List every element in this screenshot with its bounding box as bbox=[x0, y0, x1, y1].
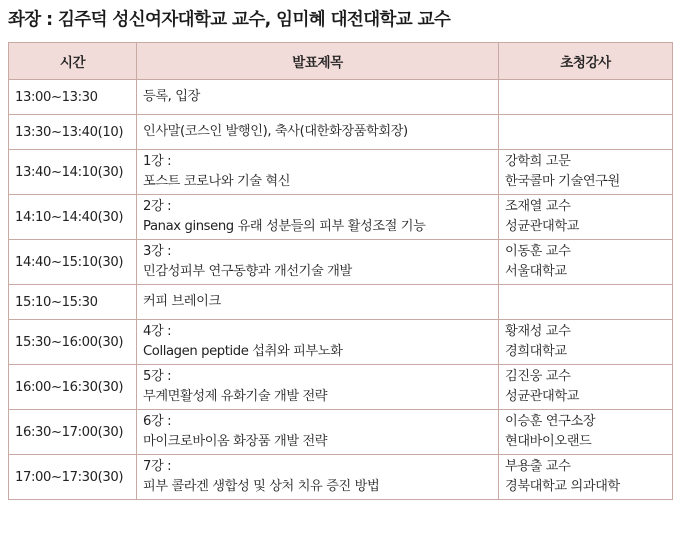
topic-line: 2강 : bbox=[143, 199, 172, 214]
topic-subline: 포스트 코로나와 기술 혁신 bbox=[143, 174, 291, 189]
topic-cell bbox=[137, 410, 499, 455]
speaker-cell bbox=[499, 410, 673, 455]
topic-line: 등록, 입장 bbox=[143, 89, 200, 104]
page-title: 좌장 : 김주덕 성신여자대학교 교수, 임미혜 대전대학교 교수 bbox=[8, 10, 451, 30]
time-cell: 15:10~15:30 bbox=[9, 285, 137, 320]
topic-line: 커피 브레이크 bbox=[143, 294, 221, 309]
speaker-cell bbox=[499, 285, 673, 320]
topic-cell bbox=[137, 285, 499, 320]
table-row bbox=[9, 285, 673, 320]
header-row bbox=[9, 43, 673, 80]
schedule-body bbox=[9, 80, 673, 500]
schedule-table bbox=[8, 42, 673, 500]
table-row bbox=[9, 410, 673, 455]
topic-line: 인사말(코스인 발행인), 축사(대한화장품학회장) bbox=[143, 124, 408, 139]
table-row bbox=[9, 240, 673, 285]
topic-subline: Panax ginseng 유래 성분들의 피부 활성조절 기능 bbox=[143, 219, 426, 234]
topic-cell bbox=[137, 455, 499, 500]
time-cell: 14:10~14:40(30) bbox=[9, 195, 137, 240]
topic-cell bbox=[137, 195, 499, 240]
speaker-affiliation: 성균관대학교 bbox=[505, 219, 580, 234]
table-row bbox=[9, 365, 673, 410]
topic-line: 5강 : bbox=[143, 369, 172, 384]
speaker-affiliation: 경희대학교 bbox=[505, 344, 567, 359]
topic-cell bbox=[137, 115, 499, 150]
header-time: 시간 bbox=[9, 43, 137, 80]
speaker-cell bbox=[499, 320, 673, 365]
speaker-affiliation: 현대바이오랜드 bbox=[505, 434, 592, 449]
speaker-cell bbox=[499, 80, 673, 115]
speaker-affiliation: 한국콜마 기술연구원 bbox=[505, 174, 620, 189]
table-row bbox=[9, 455, 673, 500]
speaker-cell bbox=[499, 365, 673, 410]
time-cell: 16:00~16:30(30) bbox=[9, 365, 137, 410]
topic-cell bbox=[137, 365, 499, 410]
topic-cell bbox=[137, 80, 499, 115]
table-row bbox=[9, 320, 673, 365]
time-cell: 14:40~15:10(30) bbox=[9, 240, 137, 285]
speaker-name: 조재열 교수 bbox=[505, 199, 571, 214]
time-cell: 16:30~17:00(30) bbox=[9, 410, 137, 455]
topic-subline: 민감성피부 연구동향과 개선기술 개발 bbox=[143, 264, 352, 279]
topic-cell bbox=[137, 320, 499, 365]
speaker-affiliation: 서울대학교 bbox=[505, 264, 567, 279]
topic-line: 6강 : bbox=[143, 414, 172, 429]
time-cell: 13:00~13:30 bbox=[9, 80, 137, 115]
speaker-name: 부용출 교수 bbox=[505, 459, 571, 474]
speaker-cell bbox=[499, 240, 673, 285]
speaker-name: 이승훈 연구소장 bbox=[505, 414, 596, 429]
table-row bbox=[9, 195, 673, 240]
topic-cell bbox=[137, 150, 499, 195]
header-speaker: 초청강사 bbox=[499, 43, 673, 80]
speaker-name: 김진웅 교수 bbox=[505, 369, 571, 384]
topic-line: 3강 : bbox=[143, 244, 172, 259]
topic-subline: 무계면활성제 유화기술 개발 전략 bbox=[143, 389, 328, 404]
topic-line: 4강 : bbox=[143, 324, 172, 339]
header-topic: 발표제목 bbox=[137, 43, 499, 80]
time-cell: 13:40~14:10(30) bbox=[9, 150, 137, 195]
topic-cell bbox=[137, 240, 499, 285]
speaker-cell bbox=[499, 150, 673, 195]
speaker-name: 강학희 고문 bbox=[505, 154, 571, 169]
time-cell: 13:30~13:40(10) bbox=[9, 115, 137, 150]
speaker-name: 황재성 교수 bbox=[505, 324, 571, 339]
topic-subline: 마이크로바이옴 화장품 개발 전략 bbox=[143, 434, 328, 449]
topic-subline: 피부 콜라겐 생합성 및 상처 치유 증진 방법 bbox=[143, 479, 380, 494]
speaker-cell bbox=[499, 195, 673, 240]
table-row bbox=[9, 150, 673, 195]
topic-line: 1강 : bbox=[143, 154, 172, 169]
speaker-name: 이동훈 교수 bbox=[505, 244, 571, 259]
table-row bbox=[9, 115, 673, 150]
speaker-affiliation: 성균관대학교 bbox=[505, 389, 580, 404]
time-cell: 15:30~16:00(30) bbox=[9, 320, 137, 365]
speaker-cell bbox=[499, 455, 673, 500]
speaker-cell bbox=[499, 115, 673, 150]
topic-line: 7강 : bbox=[143, 459, 172, 474]
speaker-affiliation: 경북대학교 의과대학 bbox=[505, 479, 620, 494]
time-cell: 17:00~17:30(30) bbox=[9, 455, 137, 500]
table-row bbox=[9, 80, 673, 115]
topic-subline: Collagen peptide 섭취와 피부노화 bbox=[143, 344, 343, 359]
